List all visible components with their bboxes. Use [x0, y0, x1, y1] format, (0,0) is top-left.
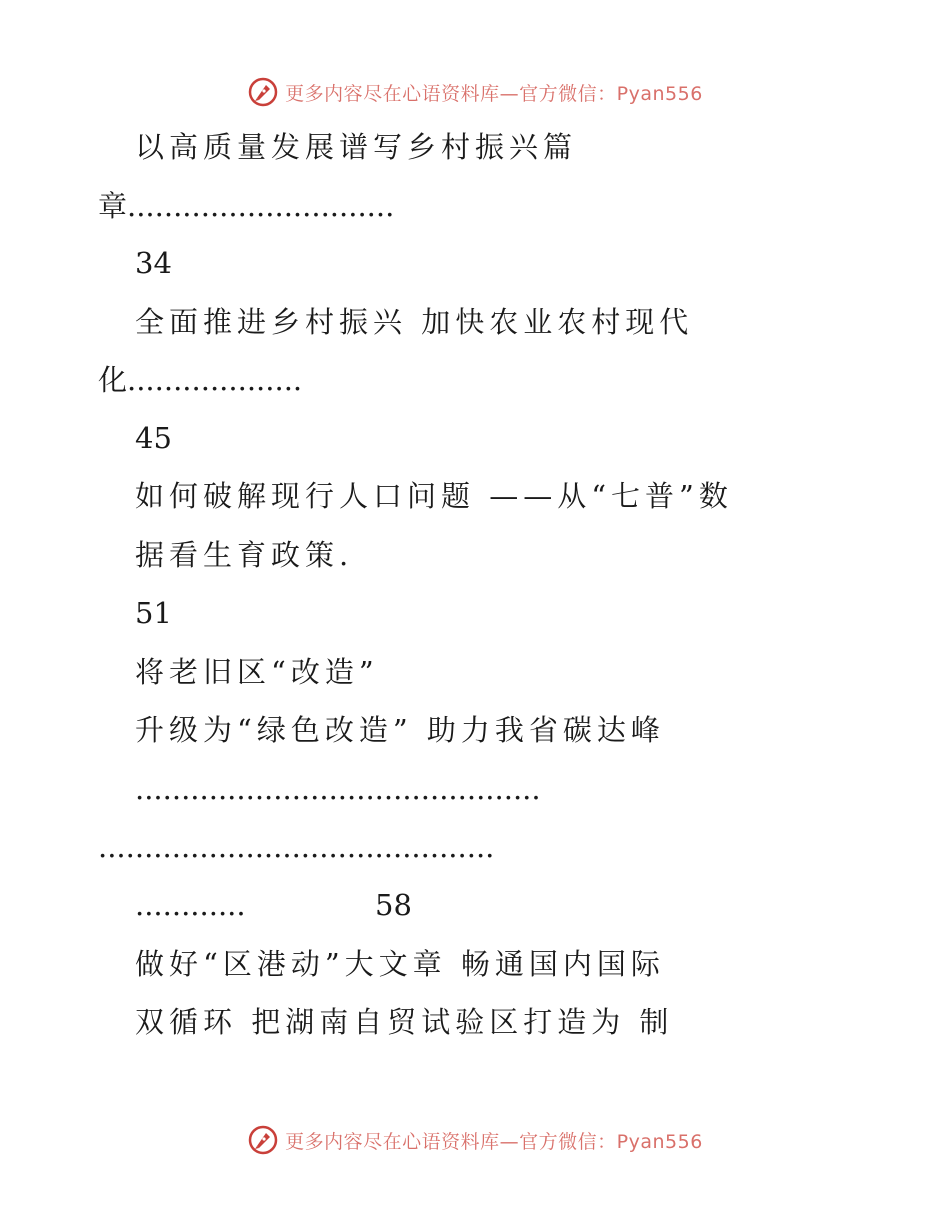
toc-dot-leader: ............ [135, 888, 246, 922]
watermark-footer [0, 1120, 950, 1160]
toc-line-11: 升级为“绿色改造” 助力我省碳达峰 [135, 713, 665, 747]
pen-nib-logo-icon [247, 1124, 279, 1156]
watermark-header [0, 72, 950, 112]
toc-page-number: 45 [135, 421, 172, 455]
toc-line-2: 章............................. [98, 189, 395, 223]
toc-page-number: 58 [375, 888, 412, 922]
watermark-text: 更多内容尽在心语资料库—官方微信：Pyan556 [285, 82, 703, 105]
toc-line-8: 据看生育政策. [135, 538, 354, 572]
watermark-group [247, 1124, 703, 1156]
toc-line-17: 双循环 把湖南自贸试验区打造为 制 [135, 1005, 674, 1039]
toc-page-number: 51 [135, 596, 172, 630]
toc-line-10: 将老旧区“改造” [135, 655, 379, 689]
toc-page-number: 34 [135, 246, 172, 280]
watermark-group [247, 76, 703, 108]
toc-dot-leader: ............................................ [135, 772, 541, 806]
toc-dot-leader: ........................................... [98, 830, 495, 864]
pen-nib-logo-icon [247, 76, 279, 108]
toc-line-4: 全面推进乡村振兴 加快农业农村现代 [135, 305, 694, 339]
watermark-text: 更多内容尽在心语资料库—官方微信：Pyan556 [285, 1130, 703, 1153]
toc-line-5: 化................... [98, 363, 303, 397]
toc-line-1: 以高质量发展谱写乡村振兴篇 [135, 130, 578, 164]
toc-line-16: 做好“区港动”大文章 畅通国内国际 [135, 947, 665, 981]
toc-line-7: 如何破解现行人口问题 ——从“七普”数 [135, 479, 733, 513]
